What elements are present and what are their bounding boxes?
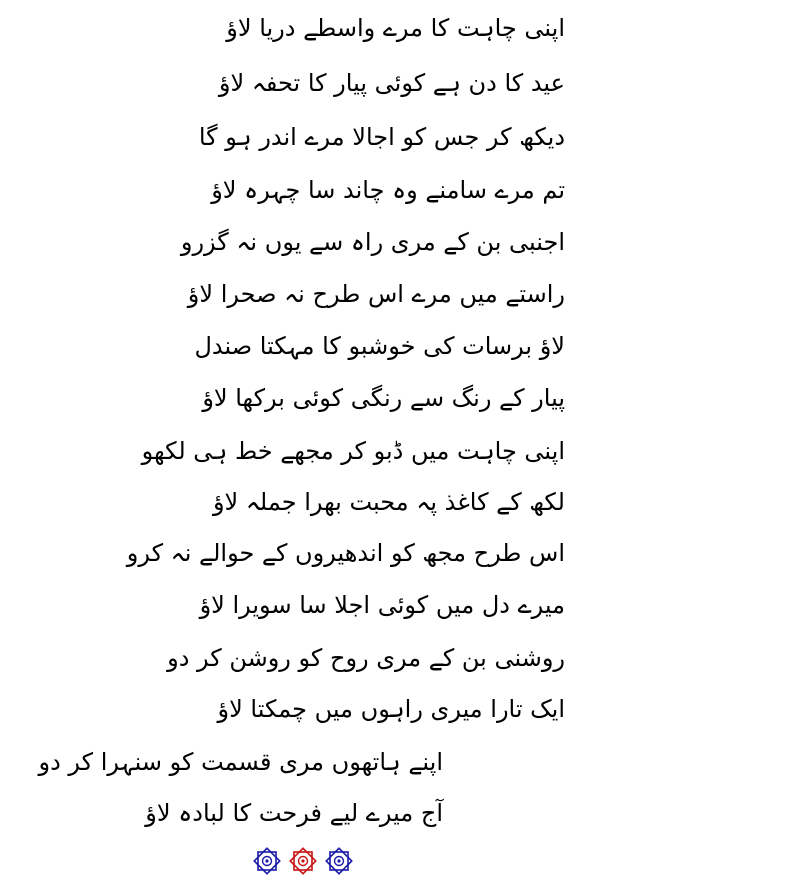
poem-line-3: دیکھ کر جس کو اجالا مرے اندر ہو گا [198,123,565,151]
poem-line-5: اجنبی بن کے مری راہ سے یوں نہ گزرو [180,228,565,256]
poem-line-10: لکھ کے کاغذ پہ محبت بھرا جملہ لاؤ [212,488,565,516]
poem-line-16: آج میرے لیے فرحت کا لبادہ لاؤ [145,799,443,827]
poem-line-14: ایک تارا میری راہوں میں چمکتا لاؤ [217,695,565,723]
poem-line-4: تم مرے سامنے وہ چاند سا چہرہ لاؤ [211,176,565,204]
poem-line-15: اپنے ہاتھوں مری قسمت کو سنہرا کر دو [38,748,443,776]
poem-line-12: میرے دل میں کوئی اجلا سا سویرا لاؤ [199,591,565,619]
poem-line-6: راستے میں مرے اس طرح نہ صحرا لاؤ [187,280,565,308]
star-ornament-icon [288,846,318,876]
poem-line-9: اپنی چاہت میں ڈبو کر مجھے خط ہی لکھو [141,437,565,465]
star-ornament-icon [324,846,354,876]
ornament-row [252,846,362,882]
poem-line-1: اپنی چاہت کا مرے واسطے دریا لاؤ [226,14,565,42]
poem-line-7: لاؤ برسات کی خوشبو کا مہکتا صندل [194,332,565,360]
poem-line-13: روشنی بن کے مری روح کو روشن کر دو [167,644,565,672]
poem-line-8: پیار کے رنگ سے رنگی کوئی برکھا لاؤ [202,384,565,412]
star-ornament-icon [252,846,282,876]
poem-line-11: اس طرح مجھ کو اندھیروں کے حوالے نہ کرو [126,539,565,567]
poem-line-2: عید کا دن ہے کوئی پیار کا تحفہ لاؤ [218,69,565,97]
